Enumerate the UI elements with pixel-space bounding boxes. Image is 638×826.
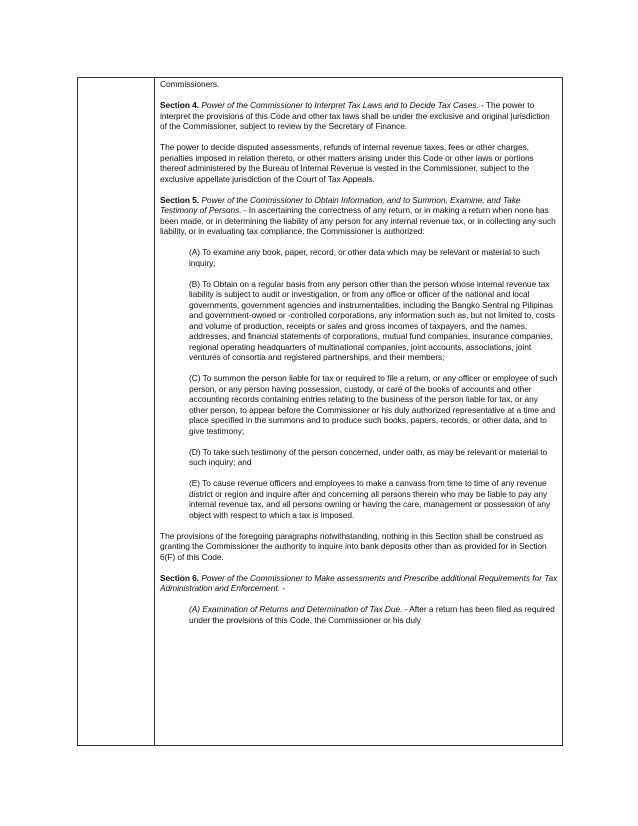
section-5-title: Power of the Commissioner to Obtain Information, and to Summon, Examine, and Take Testimony of Persons. [160,194,521,215]
section-6-title: Power of the Commissioner to Make assessments and Prescribe additional Requirements for Tax Administration and Enforcement. [160,572,558,593]
continued-text: Commissioners. [160,79,220,89]
section-6-text: - [279,583,285,593]
section-5-number: Section 5. [160,194,200,205]
section-4-text: - The power to interpret the provisions of this Code and other tax laws shall be under the exclusive and original jurisdiction of the Commissioner, subject to review by the Secretary of Finance. [160,100,550,131]
section-5-closing: The provisions of the foregoing paragraphs notwithstanding, nothing in this Section shall be construed as granting the Commissioner the authority to inquire into bank deposits other than as provided for in Section 6(F) of this Code. [160,530,547,562]
section-4-title: Power of the Commissioner to Interpret Tax Laws and to Decide Tax Cases. [201,100,479,110]
section-6-item-a-text: - After a return has been filed as required under the provisions of this Code, the Commissioner or his duly [189,604,555,625]
document-table [77,77,563,746]
section-5-item-a: (A) To examine any book, paper, record, or other data which may be relevant or material to such inquiry; [189,247,540,268]
section-5-paragraph [160,195,558,237]
section-4-number: Section 4. [160,100,200,110]
section-5-item-d: (D) To take such testimony of the person concerned, under oath, as may be relevant or material to such inquiry; and [189,446,548,467]
section-5-item-e: (E) To cause revenue officers and employees to make a canvass from time to time of any revenue district or region and inquire after and concerning all persons therein who may be liable to pay any internal revenue tax, and all persons owning or having the care, management or possession of any object with respect to which a tax is imposed. [189,478,551,520]
section-6-paragraph [160,573,558,594]
column-divider [154,78,155,745]
table-content-cell [160,79,558,636]
section-5-text: - In ascertaining the correctness of any return, or in making a return when none has been made, or in determining the liability of any person for any internal revenue tax, or in collecting any such liability, or in evaluating tax compliance, the Commissioner is authorized: [160,205,556,236]
section-4-paragraph-2: The power to decide disputed assessments, refunds of internal revenue taxes, fees or other charges, penalties imposed in relation thereto, or other matters arising under this Code or other laws or portions thereof administered by the Bureau of Internal Revenue is vested in the Commissioner, subject to the exclusive appellate jurisdiction of the Court of Tax Appeals. [160,142,534,184]
section-6-number: Section 6. [160,572,200,583]
section-5-item-b: (B) To Obtain on a regular basis from any person other than the person whose internal revenue tax liability is subject to audit or investigation, or from any office or officer of the national and local governments, government agencies and instrumentalities, including the Bangko Sentral ng Pilipinas and government-owned or -controlled corporations, any information such as, but not limited to, costs and volume of production, receipts or sales and gross incomes of taxpayers, and the names, addresses, and financial statements of corporations, mutual fund companies, insurance companies, regional operating headquarters of multinational companies, joint accounts, associations, joint ventures of consortia and registered partnerships, and their members; [189,278,556,362]
section-4-paragraph [160,100,558,132]
section-6-item-a-title: (A) Examination of Returns and Determination of Tax Due. [189,604,403,614]
section-6-item-a [189,604,558,625]
section-5-item-c: (C) To summon the person liable for tax or required to file a return, or any officer or employee of such person, or any person having possession, custody, or care of the books of accounts and other accounting records containing entries relating to the business of the person liable for tax, or any other person, to appear before the Commissioner or his duly authorized representative at a time and place specified in the summons and to produce such books, papers, records, or other data, and to give testimony; [189,373,558,436]
